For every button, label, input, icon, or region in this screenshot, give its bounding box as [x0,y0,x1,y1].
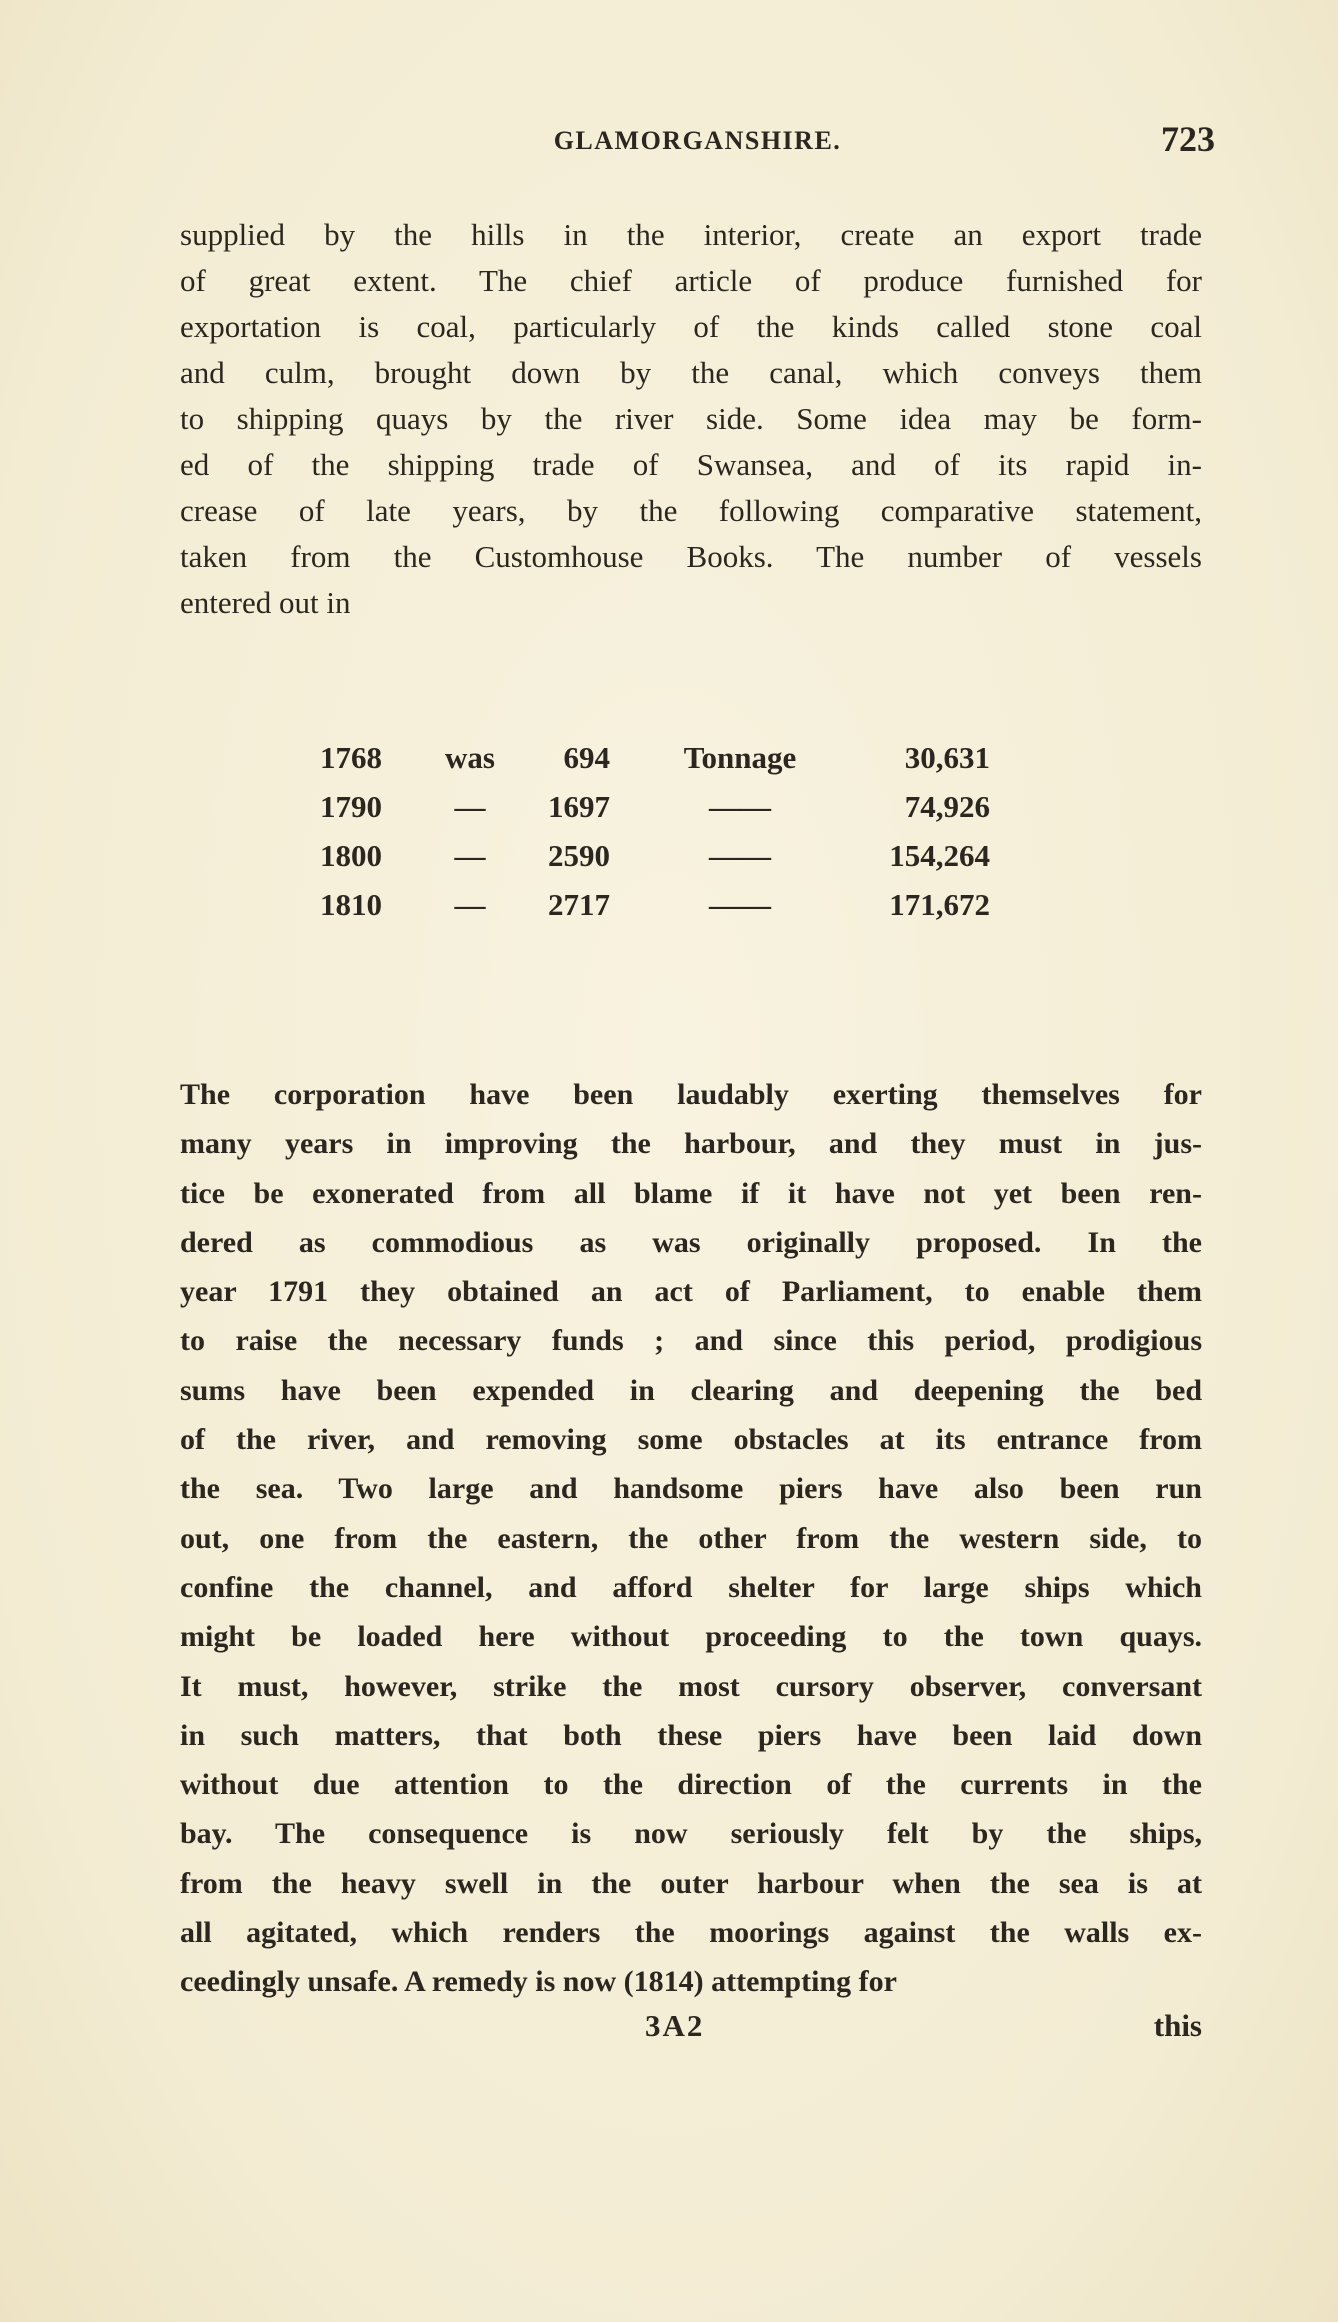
text-line: of great extent. The chief article of produce furnished for [180,263,1202,298]
tonnage-label-cell: Tonnage [683,740,797,775]
paragraph-1 [180,212,1202,626]
text-line: in such matters, that both these piers have been laid down [180,1718,1202,1752]
table-row [320,838,1000,887]
page-header [180,118,1215,168]
text-line: crease of late years, by the following comparative statement, [180,493,1202,528]
year-cell: 1768 [320,740,382,775]
vessels-cell: 2590 [548,838,610,873]
text-line: from the heavy swell in the outer harbour when the sea is at [180,1866,1202,1900]
vessels-cell: 694 [563,740,610,775]
text-line: the sea. Two large and handsome piers have also been run [180,1472,1202,1506]
text-line: all agitated, which renders the moorings against the walls ex- [180,1916,1202,1950]
text-line: bay. The consequence is now seriously felt by the ships, [180,1817,1202,1851]
year-cell: 1810 [320,887,382,922]
page-number: 723 [1161,119,1215,159]
shipping-statistics-table [320,740,1000,936]
text-line: without due attention to the direction of the currents in the [180,1768,1202,1802]
tonnage-cell: 30,631 [904,740,990,775]
text-line: supplied by the hills in the interior, create an export trade [180,217,1202,252]
text-line: to shipping quays by the river side. Some idea may be form- [180,401,1202,436]
table-row [320,789,1000,838]
tonnage-cell: 74,926 [904,789,990,824]
text-line: tice be exonerated from all blame if it have not yet been ren- [180,1176,1202,1210]
tonnage-cell: 171,672 [889,887,990,922]
text-line: entered out in [180,585,351,620]
text-line: dered as commodious as was originally proposed. In the [180,1225,1202,1259]
text-line: sums have been expended in clearing and deepening the bed [180,1373,1202,1407]
text-line: ceedingly unsafe. A remedy is now (1814) attempting for [180,1965,897,1999]
was-cell: — [454,838,486,873]
text-line: taken from the Customhouse Books. The number of vessels [180,539,1202,574]
text-line: of the river, and removing some obstacles at its entrance from [180,1423,1202,1457]
text-line: ed of the shipping trade of Swansea, and of its rapid in- [180,447,1202,482]
was-cell: was [445,740,495,775]
was-cell: — [454,887,486,922]
year-cell: 1790 [320,789,382,824]
text-line: confine the channel, and afford shelter for large ships which [180,1570,1202,1604]
vessels-cell: 2717 [548,887,610,922]
running-title: GLAMORGANSHIRE. [553,126,842,155]
paragraph-2 [180,1070,1202,2007]
text-line: might be loaded here without proceeding to the town quays. [180,1620,1202,1654]
year-cell: 1800 [320,838,382,873]
signature-mark: 3A2 [645,2008,705,2043]
text-line: out, one from the eastern, the other from the western side, to [180,1521,1202,1555]
tonnage-label-cell: —— [709,789,771,824]
table-row [320,887,1000,936]
catchword: this [1153,2008,1202,2043]
tonnage-cell: 154,264 [889,838,990,873]
text-line: It must, however, strike the most cursory observer, conversant [180,1669,1202,1703]
text-line: many years in improving the harbour, and they must in jus- [180,1127,1202,1161]
text-line: exportation is coal, particularly of the kinds called stone coal [180,309,1202,344]
text-line: and culm, brought down by the canal, which conveys them [180,355,1202,390]
tonnage-label-cell: —— [709,838,771,873]
table-row [320,740,1000,789]
tonnage-label-cell: —— [709,887,771,922]
page-footer [180,2008,1202,2052]
vessels-cell: 1697 [548,789,610,824]
text-line: The corporation have been laudably exerting themselves for [180,1078,1202,1111]
text-line: to raise the necessary funds ; and since this period, prodigious [180,1324,1202,1358]
text-line: year 1791 they obtained an act of Parliament, to enable them [180,1275,1202,1309]
was-cell: — [454,789,486,824]
